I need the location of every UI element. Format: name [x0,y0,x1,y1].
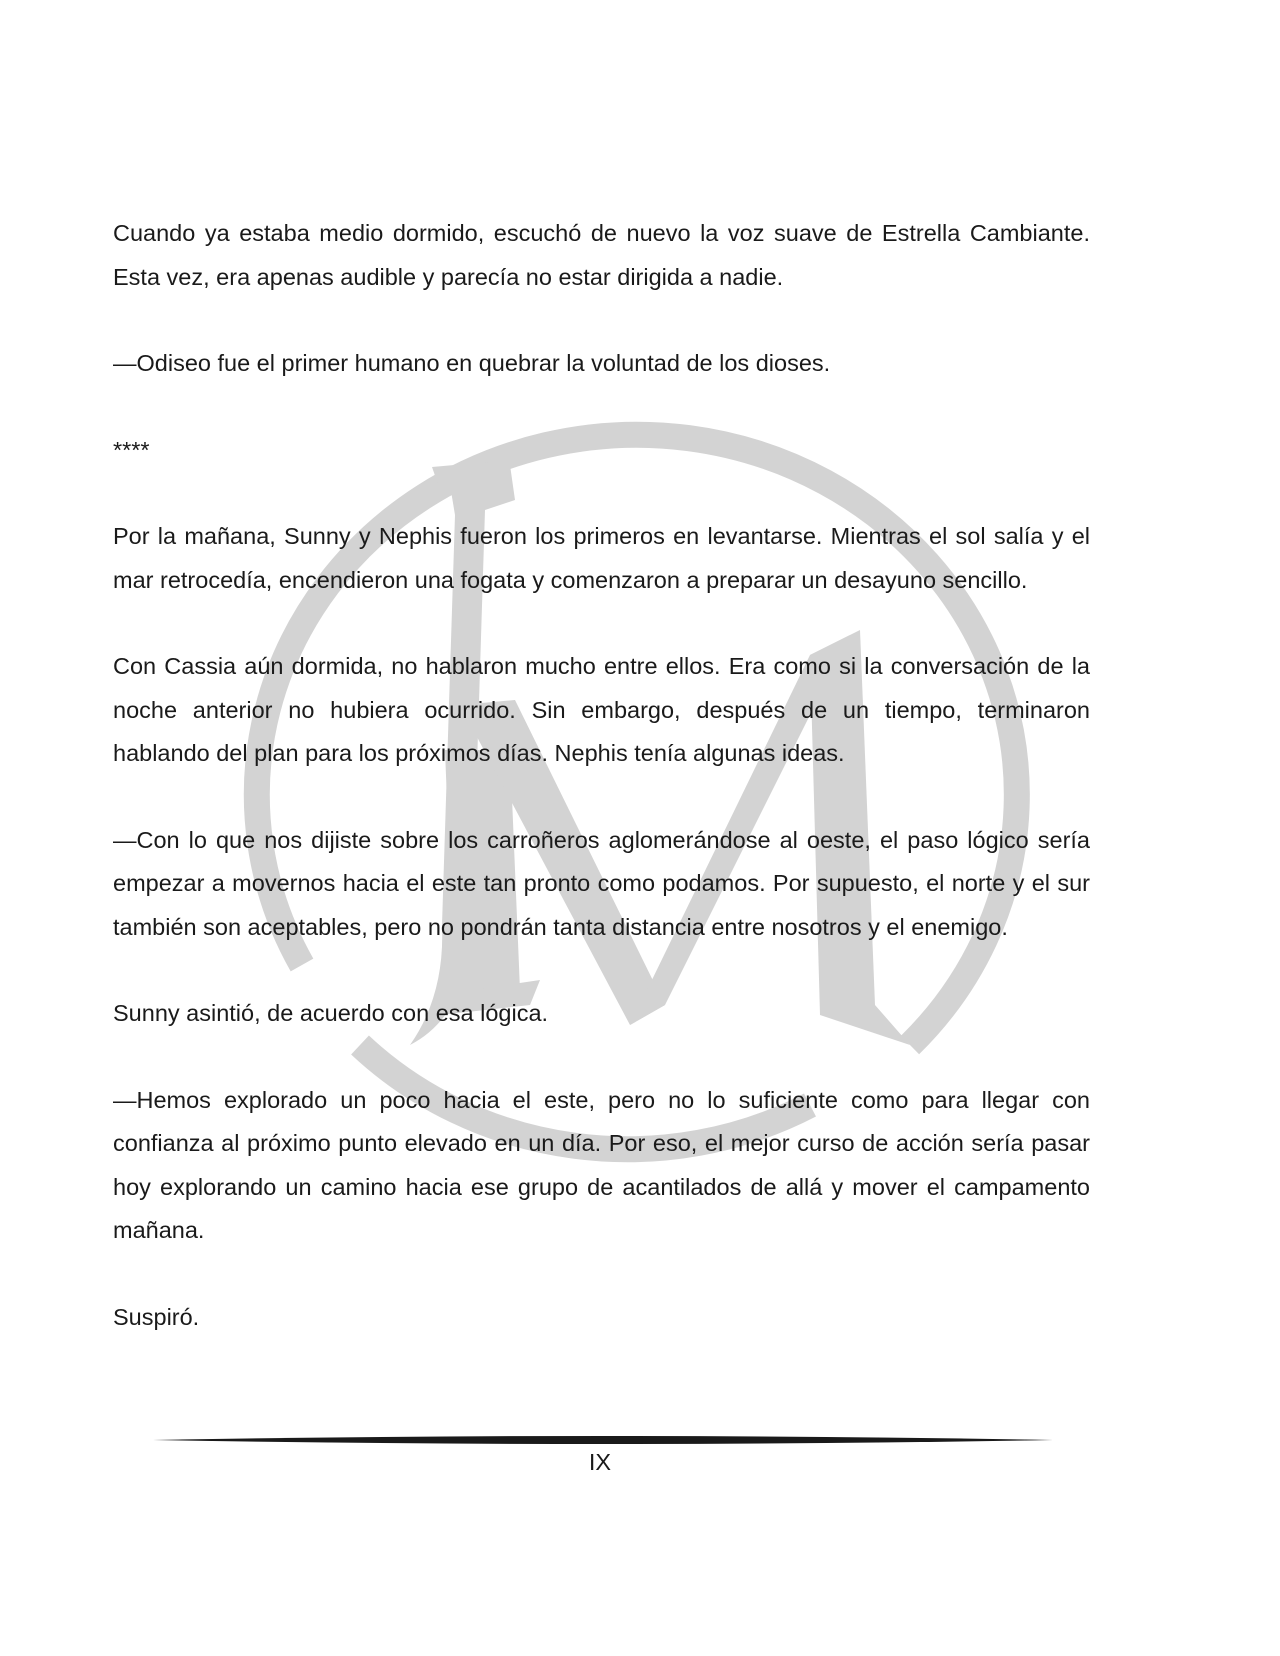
scene-break: **** [113,436,150,463]
paragraph: Por la mañana, Sunny y Nephis fueron los primeros en levantarse. Mientras el sol salía y el mar retrocedía, encendieron una fogata y comenzaron a preparar un desayuno sencillo. [113,523,1090,593]
paragraph: Cuando ya estaba medio dormido, escuchó de nuevo la voz suave de Estrella Cambiante. Esta vez, era apenas audible y parecía no estar dirigida a nadie. [113,220,1090,290]
paragraph: —Odiseo fue el primer humano en quebrar la voluntad de los dioses. [113,350,831,376]
footer-divider [153,1434,1053,1446]
paragraph: Suspiró. [113,1303,200,1330]
paragraph: Sunny asintió, de acuerdo con esa lógica. [113,1000,549,1026]
page-number: IX [588,1449,612,1475]
paragraph: —Con lo que nos dijiste sobre los carroñeros aglomerándose al oeste, el paso lógico sería empezar a movernos hacia el este tan pronto como podamos. Por supuesto, el norte y el sur también son aceptables, pero no pondrán tanta distancia entre nosotros y el enemigo. [113,826,1090,940]
paragraph: —Hemos explorado un poco hacia el este, pero no lo suficiente como para llegar con confianza al próximo punto elevado en un día. Por eso, el mejor curso de acción sería pasar hoy explorando un camino hacia ese grupo de acantilados de allá y mover el campamento mañana. [113,1086,1090,1243]
page-body [113,212,1090,1339]
paragraph: Con Cassia aún dormida, no hablaron mucho entre ellos. Era como si la conversación de la noche anterior no hubiera ocurrido. Sin embargo, después de un tiempo, terminaron hablando del plan para los próximos días. Nephis tenía algunas ideas. [113,653,1090,766]
